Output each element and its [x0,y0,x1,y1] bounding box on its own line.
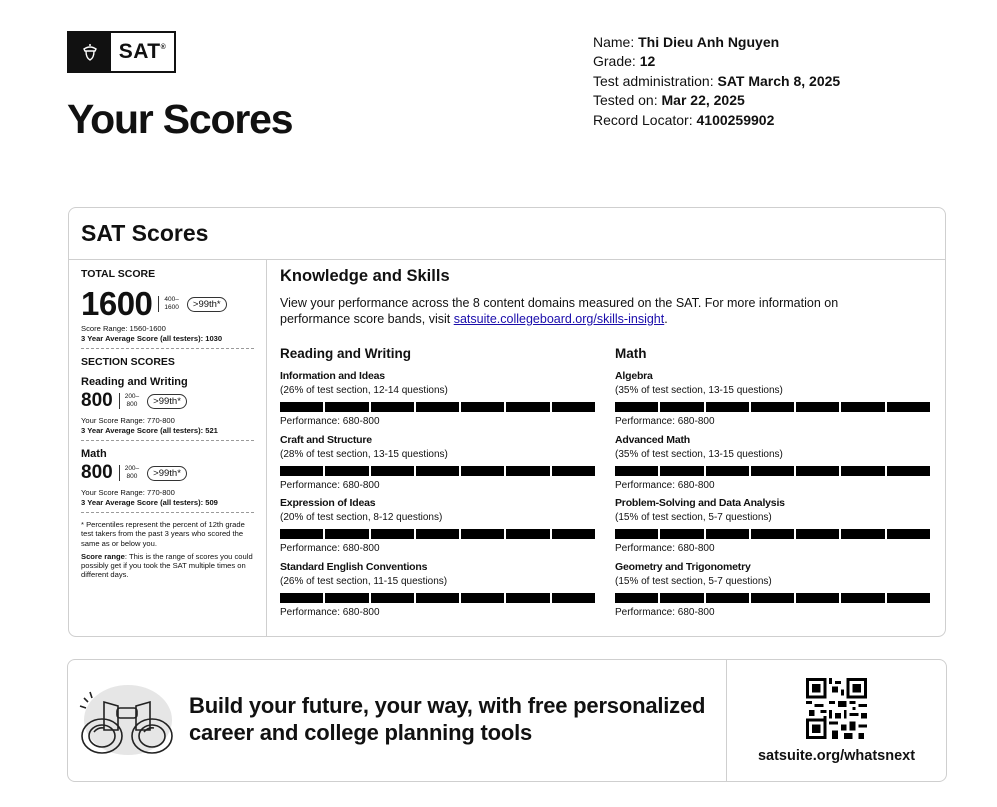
domain-weight: (20% of test section, 8-12 questions) [280,512,443,523]
domain-performance: Performance: 680-800 [615,607,715,618]
scores-card-title: SAT Scores [81,220,209,246]
performance-segment [280,466,323,476]
student-name-row: Name: Thi Dieu Anh Nguyen [593,34,780,50]
skills-description: View your performance across the 8 content domains measured on the SAT. For more information on performance score bands, visit satsuite.collegeboard.org/skills-insight. [280,296,839,326]
performance-bar [615,529,930,539]
performance-segment [416,466,459,476]
performance-segment [841,593,884,603]
performance-bar [615,593,930,603]
domain-name: Information and Ideas [280,370,385,382]
rw-skills-heading: Reading and Writing [280,346,411,361]
domain-weight: (35% of test section, 13-15 questions) [615,385,783,396]
logo-wordmark: SAT ® [118,40,167,63]
performance-segment [796,466,839,476]
performance-segment [371,402,414,412]
performance-segment [280,593,323,603]
performance-segment [506,402,549,412]
performance-segment [887,529,930,539]
performance-segment [751,466,794,476]
performance-bar [615,402,930,412]
performance-segment [615,529,658,539]
domain-weight: (28% of test section, 13-15 questions) [280,449,448,460]
domain-name: Problem-Solving and Data Analysis [615,497,785,509]
domain-performance: Performance: 680-800 [615,416,715,427]
performance-segment [325,593,368,603]
section-score-average: 3 Year Average Score (all testers): 521 [81,425,218,435]
performance-segment [371,529,414,539]
total-score-row [81,284,254,324]
total-score-label: TOTAL SCORE [81,268,156,280]
domain-performance: Performance: 680-800 [615,480,715,491]
percentile-footnote: * Percentiles represent the percent of 12th grade test takers from the past 3 years who scored the same as or below you. [81,520,245,548]
performance-segment [887,402,930,412]
performance-segment [706,593,749,603]
domain-performance: Performance: 680-800 [280,480,380,491]
section-score-value: 800 [81,462,113,483]
domain-weight: (35% of test section, 13-15 questions) [615,449,783,460]
skill-domain [280,434,595,492]
student-info [593,33,840,130]
qr-code-icon[interactable] [806,678,867,739]
performance-segment [887,466,930,476]
section-score-average: 3 Year Average Score (all testers): 509 [81,497,218,507]
performance-segment [615,466,658,476]
performance-segment [660,466,703,476]
score-summary [81,268,254,580]
performance-segment [506,466,549,476]
domain-weight: (15% of test section, 5-7 questions) [615,512,772,523]
performance-segment [706,402,749,412]
performance-segment [371,466,414,476]
performance-bar [280,529,595,539]
whats-next-url[interactable]: satsuite.org/whatsnext [757,748,916,764]
skill-domain [615,434,930,492]
performance-segment [796,593,839,603]
performance-segment [552,466,595,476]
section-score-range: Your Score Range: 770-800 [81,488,175,497]
tested-on-row: Tested on: Mar 22, 2025 [593,92,745,109]
performance-segment [506,529,549,539]
performance-segment [615,593,658,603]
domain-name: Standard English Conventions [280,561,428,573]
skill-domain [280,561,595,619]
skills-title: Knowledge and Skills [280,267,450,285]
section-score-row [81,461,254,485]
performance-segment [280,529,323,539]
domain-name: Algebra [615,370,653,382]
section-name: Math [81,448,107,460]
student-grade-row: Grade: 12 [593,53,656,70]
performance-segment [660,593,703,603]
dotted-divider [81,440,254,441]
section-score-row [81,389,254,413]
performance-segment [887,593,930,603]
sat-logo [67,31,176,73]
performance-bar [615,466,930,476]
page-title: Your Scores [67,96,293,142]
record-locator-row: Record Locator: 4100259902 [593,111,775,128]
skill-domain [280,370,595,428]
score-range-footnote: Score range: This is the range of scores you could possibly get if you took the SAT multiple times on different days. [81,551,253,580]
total-percentile-badge: >99th* [187,297,227,312]
performance-segment [660,402,703,412]
performance-segment [706,466,749,476]
performance-segment [796,529,839,539]
performance-segment [461,529,504,539]
skill-domain [615,497,930,555]
performance-segment [660,529,703,539]
section-name: Reading and Writing [81,376,188,388]
section-score-value: 800 [81,390,113,411]
performance-segment [751,402,794,412]
total-score-scale: 400– 1600 [158,296,178,312]
performance-segment [461,593,504,603]
domain-performance: Performance: 680-800 [280,543,380,554]
domain-name: Expression of Ideas [280,497,376,509]
skill-domain [280,497,595,555]
domain-name: Craft and Structure [280,434,372,446]
performance-segment [461,402,504,412]
performance-segment [552,593,595,603]
performance-segment [751,593,794,603]
card-divider [69,259,945,260]
test-admin-row: Test administration: SAT March 8, 2025 [593,72,841,89]
performance-segment [552,402,595,412]
performance-segment [371,593,414,603]
total-score-range: Score Range: 1560-1600 [81,324,166,333]
performance-segment [841,466,884,476]
performance-bar [280,593,595,603]
domain-performance: Performance: 680-800 [280,607,380,618]
domain-performance: Performance: 680-800 [615,543,715,554]
domain-name: Geometry and Trigonometry [615,561,751,573]
column-divider [266,260,267,636]
domain-performance: Performance: 680-800 [280,416,380,427]
performance-segment [325,529,368,539]
skills-insight-link[interactable]: satsuite.collegeboard.org/skills-insight [453,312,665,326]
performance-segment [706,529,749,539]
performance-segment [416,402,459,412]
performance-segment [552,529,595,539]
section-percentile-badge: >99th* [147,394,187,409]
section-score-scale: 200– 800 [119,393,139,409]
performance-segment [841,529,884,539]
domain-name: Advanced Math [615,434,690,446]
section-scores-label: SECTION SCORES [81,356,175,368]
binoculars-icon [74,684,180,760]
performance-bar [280,466,595,476]
performance-segment [841,402,884,412]
performance-segment [615,402,658,412]
performance-segment [751,529,794,539]
section-score-range: Your Score Range: 770-800 [81,416,175,425]
acorn-icon [69,33,111,71]
performance-bar [280,402,595,412]
domain-weight: (26% of test section, 11-15 questions) [280,576,448,587]
dotted-divider [81,348,254,349]
skill-domain [615,370,930,428]
skill-domain [615,561,930,619]
performance-segment [461,466,504,476]
performance-segment [796,402,839,412]
performance-segment [506,593,549,603]
performance-segment [416,593,459,603]
domain-weight: (15% of test section, 5-7 questions) [615,576,772,587]
performance-segment [416,529,459,539]
section-percentile-badge: >99th* [147,466,187,481]
math-skills-heading: Math [615,346,647,361]
total-score-value: 1600 [81,285,153,322]
section-score-scale: 200– 800 [119,465,139,481]
performance-segment [325,402,368,412]
performance-segment [280,402,323,412]
dotted-divider [81,512,254,513]
banner-headline: Build your future, your way, with free personalized career and college planning tools [189,693,706,745]
performance-segment [325,466,368,476]
domain-weight: (26% of test section, 12-14 questions) [280,385,448,396]
total-score-average: 3 Year Average Score (all testers): 1030 [81,333,223,343]
